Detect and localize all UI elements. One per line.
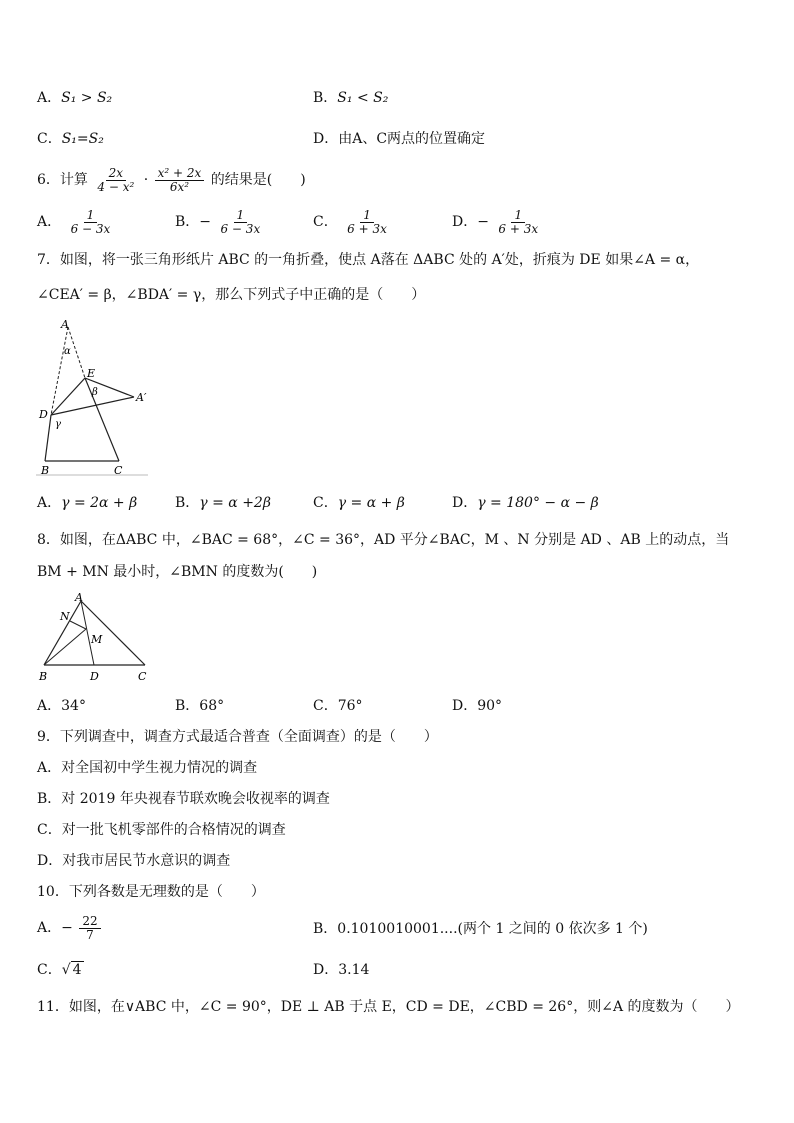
q7-option-d — [452, 494, 599, 512]
stem-text: 6．计算 — [37, 172, 88, 188]
q5-option-c — [37, 130, 104, 148]
q8-stem-line1: 8．如图，在ΔABC 中，∠BAC = 68°，∠C = 36°，AD 平分∠BAC，M 、N 分别是 AD 、AB 上的动点，当 — [37, 532, 730, 548]
q9-option-d: D．对我市居民节水意识的调查 — [37, 853, 231, 869]
option-text: S₁ > S₂ — [61, 90, 113, 106]
denominator: 6 + 3x — [347, 221, 387, 236]
q10-stem: 10．下列各数是无理数的是（ ） — [37, 884, 265, 900]
segment-da-prime — [51, 397, 134, 415]
q7-option-a — [37, 494, 137, 512]
numerator: 2x — [106, 167, 126, 181]
segment-db — [45, 415, 51, 461]
denominator: 6 − 3x — [220, 221, 261, 236]
label-e: E — [87, 367, 96, 380]
q9-option-a: A．对全国初中学生视力情况的调查 — [37, 760, 258, 776]
crease-de — [51, 378, 85, 415]
label-b: B — [39, 670, 48, 683]
q5-option-a — [37, 89, 112, 107]
option-text: 34° — [61, 698, 86, 714]
label-alpha: α — [64, 346, 71, 357]
option-label: A． — [37, 920, 62, 936]
option-label: D． — [452, 495, 478, 511]
label-gamma: γ — [55, 419, 61, 430]
numerator: 1 — [234, 209, 248, 223]
option-text: 0.1010010001....(两个 1 之间的 0 依次多 1 个) — [337, 921, 648, 937]
q6-option-c — [313, 206, 392, 238]
denominator: 6 − 3x — [70, 221, 111, 236]
label-a: A — [61, 318, 69, 331]
option-label: C． — [313, 214, 338, 230]
fold-dashed-left — [51, 327, 68, 415]
radicand: 4 — [72, 962, 82, 978]
label-m: M — [91, 633, 103, 646]
option-text: γ = 180° − α − β — [477, 495, 599, 511]
fraction — [94, 167, 137, 194]
option-label: D． — [452, 698, 478, 714]
segment-ce — [85, 378, 119, 461]
label-a: A — [75, 591, 83, 604]
square-root — [62, 961, 84, 979]
fraction — [68, 209, 114, 236]
minus-sign: − — [199, 214, 212, 230]
q6-stem — [37, 164, 306, 196]
q7-option-c — [313, 494, 405, 512]
option-text: 由A、C两点的位置确定 — [338, 131, 486, 147]
option-label: A． — [37, 90, 62, 106]
multiply-dot: · — [143, 172, 149, 188]
option-label: D． — [313, 131, 339, 147]
option-label: D． — [452, 214, 478, 230]
stem-text: 的结果是( ) — [210, 172, 306, 188]
q5-option-b — [313, 89, 388, 107]
q9-option-c: C．对一批飞机零部件的合格情况的调查 — [37, 822, 286, 838]
q11-stem: 11．如图，在∨ABC 中，∠C = 90°，DE ⊥ AB 于点 E，CD = DE，∠CBD = 26°，则∠A 的度数为（ ） — [37, 999, 740, 1015]
radical-sign: √ — [61, 962, 71, 978]
q8-option-b — [175, 697, 224, 715]
q8-option-d — [452, 697, 502, 715]
numerator: x² + 2x — [155, 167, 205, 181]
label-d: D — [39, 408, 48, 421]
option-label: C． — [313, 495, 338, 511]
option-label: B． — [313, 921, 338, 937]
fraction — [495, 209, 541, 236]
segment-mn — [70, 621, 86, 629]
label-c: C — [114, 464, 123, 477]
option-label: B． — [175, 495, 200, 511]
q8-option-a — [37, 697, 86, 715]
label-d: D — [90, 670, 99, 683]
q6-option-a — [37, 206, 115, 238]
option-label: B． — [175, 698, 200, 714]
q7-stem-line1: 7．如图，将一张三角形纸片 ABC 的一角折叠，使点 A落在 ΔABC 处的 A′处，折痕为 DE 如果∠A = α， — [37, 252, 700, 268]
option-label: C． — [37, 962, 62, 978]
q5-option-d — [313, 130, 485, 148]
option-text: 76° — [337, 698, 363, 714]
label-a-prime: A′ — [136, 391, 147, 404]
denominator: 6 + 3x — [498, 221, 539, 236]
q7-option-b — [175, 494, 271, 512]
q10-option-b — [313, 920, 648, 938]
option-label: A． — [37, 214, 62, 230]
fraction — [344, 209, 390, 236]
option-text: 3.14 — [338, 962, 370, 978]
numerator: 1 — [511, 209, 525, 223]
minus-sign: − — [61, 920, 73, 936]
q8-stem-line2: BM + MN 最小时，∠BMN 的度数为( ) — [37, 564, 318, 580]
q7-stem-line2: ∠CEA′ = β，∠BDA′ = γ，那么下列式子中正确的是（ ） — [37, 287, 426, 303]
q8-option-c — [313, 697, 363, 715]
label-beta: β — [92, 387, 98, 398]
option-text: γ = 2α + β — [61, 495, 138, 511]
option-text: S₁=S₂ — [61, 131, 104, 147]
label-c: C — [138, 670, 147, 683]
option-text: γ = α + β — [337, 495, 405, 511]
numerator: 1 — [360, 209, 374, 223]
q7-figure — [30, 315, 155, 480]
q10-option-d — [313, 961, 369, 979]
option-label: D． — [313, 962, 339, 978]
denominator: 4 − x² — [97, 179, 135, 194]
q6-option-b — [175, 206, 265, 238]
option-label: B． — [313, 90, 338, 106]
option-text: 68° — [199, 698, 225, 714]
option-label: A． — [37, 495, 62, 511]
option-text: γ = α +2β — [199, 495, 271, 511]
minus-sign: − — [477, 214, 489, 230]
fraction — [217, 209, 263, 236]
fraction — [79, 915, 100, 942]
fraction — [155, 167, 205, 194]
q9-option-b: B．对 2019 年央视春节联欢晚会收视率的调查 — [37, 791, 330, 807]
numerator: 1 — [84, 209, 98, 223]
label-n: N — [60, 610, 70, 623]
denominator: 6x² — [169, 179, 190, 194]
option-label: C． — [37, 131, 62, 147]
option-label: C． — [313, 698, 338, 714]
q10-option-a — [37, 912, 103, 944]
option-label: A． — [37, 698, 62, 714]
option-label: B． — [175, 214, 200, 230]
q10-option-c — [37, 961, 84, 979]
segment-bm — [44, 629, 86, 665]
denominator: 7 — [86, 927, 94, 942]
option-text: 90° — [477, 698, 503, 714]
numerator: 22 — [79, 915, 100, 929]
label-b: B — [41, 464, 50, 477]
option-text: S₁ < S₂ — [337, 90, 389, 106]
q8-figure — [34, 589, 154, 684]
q9-stem: 9．下列调查中，调查方式最适合普查（全面调查）的是（ ） — [37, 729, 438, 745]
q6-option-d — [452, 206, 543, 238]
